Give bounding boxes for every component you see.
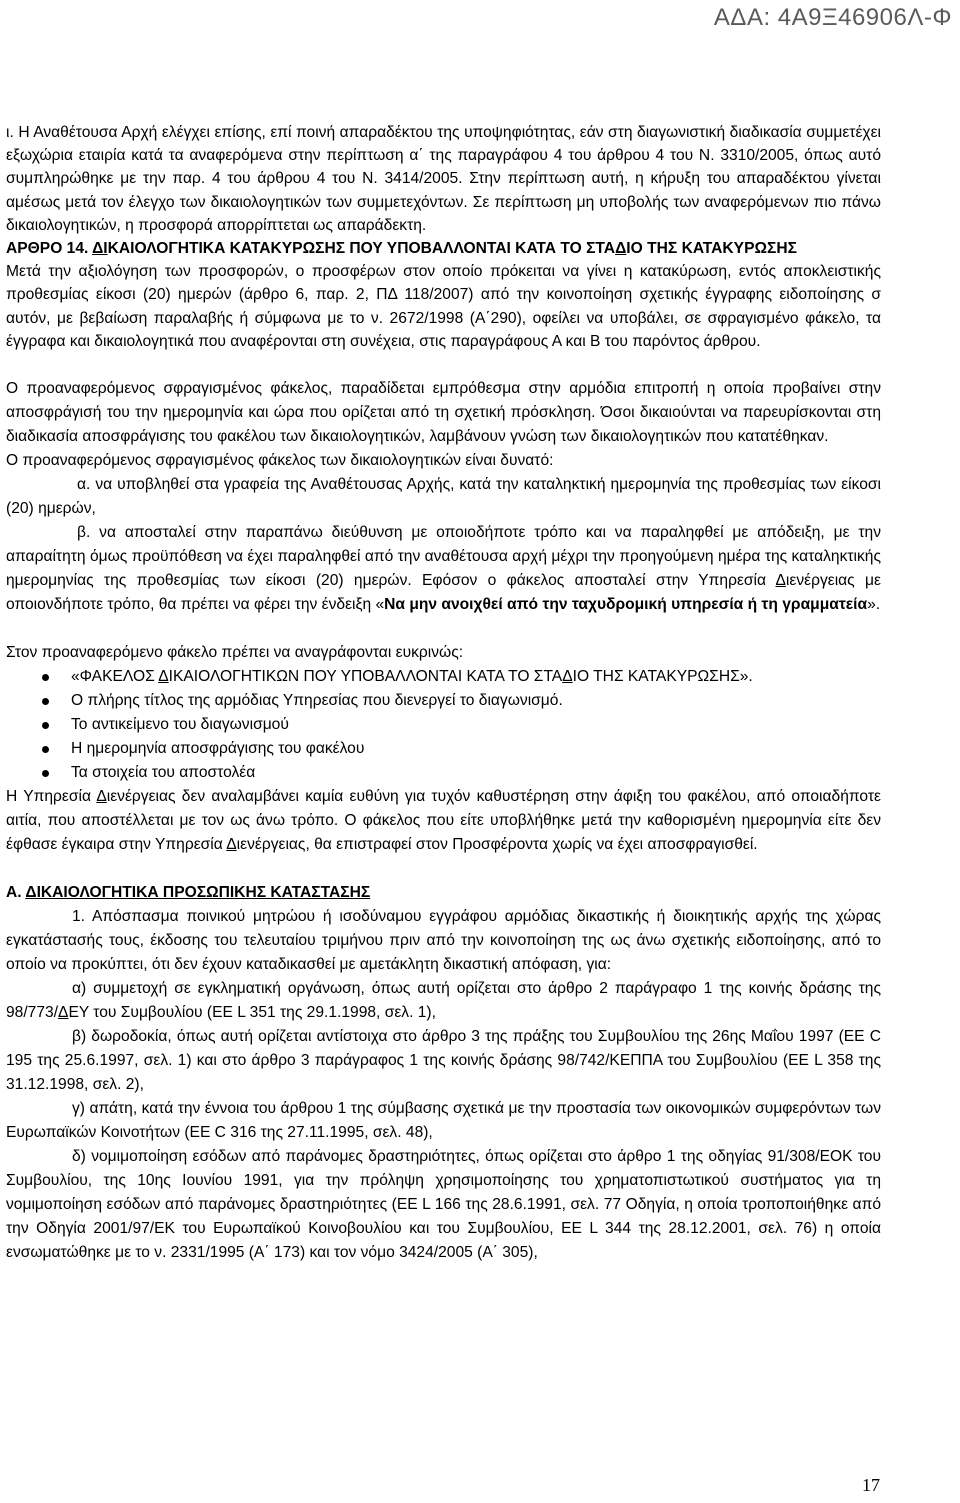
paragraph-criminal-record: 1. Απόσπασμα ποινικού μητρώου ή ισοδύναμου εγγράφου αρμόδιας δικαστικής ή διοικητικής αρχής της χώρας εγκατάστασής τους, έκδοσης του τελευταίου τριμήνου πριν από την κοινοποίηση της ως άνω σχετικής ειδοποίησης, από το οποίο να προκύπτει, ότι δεν έχουν καταδικασθεί με αμετάκλητη δικαστική απόφαση, για:: [6, 908, 881, 974]
list-item: [6, 665, 881, 689]
list-item: Η ημερομηνία αποσφράγισης του φακέλου: [6, 737, 881, 761]
article-14-title-part3: Δ: [615, 240, 627, 258]
envelope-label-list: [6, 665, 881, 785]
item-a-criminal-org: [6, 977, 881, 1025]
item-a-letter: Δ: [58, 1004, 69, 1022]
spacer: [6, 857, 881, 881]
article-14-title-part2: ΚΑΙΟΛΟΓΗΤΙΚΑ ΚΑΤΑΚΥΡΩΣΗΣ ΠΟΥ ΥΠΟΒΑΛΛΟΝΤΑΙ ΚΑΤΑ ΤΟ ΣΤΑ: [107, 240, 616, 258]
label-envelope-end: ΙΟ ΤΗΣ ΚΑΤΑΚΥΡΩΣΗΣ».: [572, 668, 753, 686]
article-14-number: ΑΡΘΡΟ 14.: [6, 240, 93, 258]
article-14-title-part1: ΔΙ: [92, 240, 108, 258]
spacer: [6, 617, 881, 641]
option-b-text-cont: ιενέργειας με οποιονδήποτε τρόπο, θα πρέπει να φέρει την ένδειξη «: [6, 572, 881, 614]
page-number: 17: [862, 1475, 880, 1495]
section-a-title-first: Δ: [25, 884, 37, 902]
label-envelope-letter2: Δ: [562, 668, 573, 686]
list-item: Τα στοιχεία του αποστολέα: [6, 761, 881, 785]
document-body: [6, 121, 881, 1265]
section-a-title-rest: ΙΚΑΙΟΛΟΓΗΤΙΚΑ ΠΡΟΣΩΠΙΚΗΣ ΚΑΤΑΣΤΑΣΗΣ: [36, 884, 371, 902]
paragraph-liability: [6, 785, 881, 857]
item-a-text-cont: ΕΥ του Συμβουλίου (ΕΕ L 351 της 29.1.1998, σελ. 1),: [68, 1004, 436, 1022]
item-c-fraud: γ) απάτη, κατά την έννοια του άρθρου 1 της σύμβασης σχετικά με την προστασία των οικονομικών συμφερόντων των Ευρωπαϊκών Κοινοτήτων (ΕΕ C 316 της 27.11.1995, σελ. 48),: [6, 1100, 881, 1142]
liability-mid: ιενέργειας δεν αναλαμβάνει καμία ευθύνη για τυχόν καθυστέρηση στην άφιξη του φακέλου, από οποιαδήποτε αιτία, που αποστέλλεται με τον ως άνω τρόπο. Ο φάκελος που είτε υποβλήθηκε μετά την καθορισμένη ημερομηνία είτε δεν έφθασε έγκαιρα στην Υπηρεσία: [6, 788, 881, 854]
list-item: Το αντικείμενο του διαγωνισμού: [6, 713, 881, 737]
paragraph-award-submission: Μετά την αξιολόγηση των προσφορών, ο προσφέρων στον οποίο πρόκειται να γίνει η κατακύρωση, εντός αποκλειστικής προθεσμίας είκοσι (20) ημερών (άρθρο 6, παρ. 2, ΠΔ 118/2007) από την κοινοποίηση σχετικής έγγραφης ειδοποίησης σ αυτόν, με βεβαίωση παραλαβής ή σύμφωνα με το ν. 2672/1998 (Α΄290), οφείλει να υποβάλει, σε σφραγισμένο φάκελο, τα έγγραφα και δικαιολογητικά που αναφέρονται στη συνέχεια, στις παραγράφους Α και Β του παρόντος άρθρου.: [6, 263, 881, 350]
section-a-letter: Α.: [6, 884, 26, 902]
paragraph-offshore-check: ι. Η Αναθέτουσα Αρχή ελέγχει επίσης, επί ποινή απαραδέκτου της υποψηφιότητας, εάν στη διαγωνιστική διαδικασία συμμετέχει εξωχώρια εταιρία κατά τα αναφερόμενα στην περίπτωση α΄ της παραγράφου 4 του άρθρου 4 του Ν. 3310/2005, όπως αυτό συμπληρώθηκε με την παρ. 4 του άρθρου 4 του Ν. 3414/2005. Στην περίπτωση αυτή, η κήρυξη του απαραδέκτου γίνεται αμέσως μετά τον έλεγχο των δικαιολογητικών των συμμετεχόντων. Σε περίπτωση μη υποβολής των αναφερόμενων πιο πάνω δικαιολογητικών, η προσφορά απορρίπτεται ως απαράδεκτη.: [6, 124, 881, 234]
label-envelope-letter: Δ: [158, 668, 169, 686]
paragraph-envelope-labels: Στον προαναφερόμενο φάκελο πρέπει να αναγράφονται ευκρινώς:: [6, 644, 464, 662]
option-a: α. να υποβληθεί στα γραφεία της Αναθέτουσας Αρχής, κατά την καταληκτική ημερομηνία της προθεσμίας των είκοσι (20) ημερών,: [6, 476, 881, 518]
ada-code: ΑΔΑ: 4Α9Ξ46906Λ-Φ: [713, 4, 952, 31]
option-b-warning: Να μην ανοιχθεί από την ταχυδρομική υπηρεσία ή τη γραμματεία: [384, 596, 868, 614]
spacer: [6, 353, 881, 377]
item-d-money-laundering: δ) νομιμοποίηση εσόδων από παράνομες δραστηριότητες, όπως ορίζεται στο άρθρο 1 της οδηγίας 91/308/ΕΟΚ του Συμβουλίου, της 10ης Ιουνίου 1991, για την πρόληψη χρησιμοποίησης του χρηματοπιστωτικού συστήματος για τη νομιμοποίηση εσόδων από παράνομες δραστηριότητες (ΕΕ L 166 της 28.6.1991, σελ. 77 Οδηγία, η οποία τροποποιήθηκε από την Οδηγία 2001/97/ΕΚ του Ευρωπαϊκού Κοινοβουλίου και του Συμβουλίου, ΕΕ L 344 της 28.12.2001, σελ. 76) η οποία ενσωματώθηκε με το ν. 2331/1995 (Α΄ 173) και τον νόμο 3424/2005 (Α΄ 305),: [6, 1148, 881, 1262]
item-b-bribery: β) δωροδοκία, όπως αυτή ορίζεται αντίστοιχα στο άρθρο 3 της πράξης του Συμβουλίου της 26ης Μαΐου 1997 (ΕΕ C 195 της 25.6.1997, σελ. 1) και στο άρθρο 3 παράγραφος 1 της κοινής δράσης 98/742/ΚΕΠΠΑ του Συμβουλίου (ΕΕ L 358 της 31.12.1998, σελ. 2),: [6, 1028, 881, 1094]
option-b-letter: Δ: [775, 572, 786, 590]
liability-letter: Δ: [96, 788, 107, 806]
article-14-heading: [6, 237, 881, 260]
section-a-heading: [6, 881, 881, 905]
liability-letter2: Δ: [226, 836, 237, 854]
section-exclusion: [6, 121, 881, 353]
paragraph-envelope-delivery: Ο προαναφερόμενος σφραγισμένος φάκελος, παραδίδεται εμπρόθεσμα στην αρμόδια επιτροπή η οποία προβαίνει στην αποσφράγισή του την ημερομηνία και ώρα που ορίζεται από τη σχετική πρόσκληση. Όσοι δικαιούνται να παρευρίσκονται στη διαδικασία αποσφράγισης του φακέλου των δικαιολογητικών, λαμβάνουν γνώση των δικαιολογητικών που κατατέθηκαν.: [6, 380, 881, 446]
article-14-title-part4: ΙΟ ΤΗΣ ΚΑΤΑΚΥΡΩΣΗΣ: [626, 240, 797, 258]
item-a-text: α) συμμετοχή σε εγκληματική οργάνωση, όπως αυτή ορίζεται στο άρθρο 2 παράγραφο 1 της κοινής δράσης της 98/773/: [6, 980, 881, 1022]
liability-end: ιενέργειας, θα επιστραφεί στον Προσφέροντα χωρίς να έχει αποσφραγισθεί.: [236, 836, 758, 854]
paragraph-envelope-options: Ο προαναφερόμενος σφραγισμένος φάκελος των δικαιολογητικών είναι δυνατό:: [6, 452, 554, 470]
label-envelope-pre: «ΦΑΚΕΛΟΣ: [71, 668, 159, 686]
option-b-text: β. να αποσταλεί στην παραπάνω διεύθυνση με οποιοδήποτε τρόπο και να παραληφθεί με απόδειξη, με την απαραίτητη όμως προϋπόθεση να έχει παραληφθεί από την αναθέτουσα αρχή μέχρι την προηγούμενη ημέρα της καταληκτικής ημερομηνίας της προθεσμίας των είκοσι (20) ημερών. Εφόσον ο φάκελος αποσταλεί στην Υπηρεσία: [6, 524, 881, 590]
option-b-end: ».: [867, 596, 881, 614]
list-item: Ο πλήρης τίτλος της αρμόδιας Υπηρεσίας που διενεργεί το διαγωνισμό.: [6, 689, 881, 713]
liability-pre: Η Υπηρεσία: [6, 788, 97, 806]
option-b: [6, 521, 881, 617]
label-envelope-mid: ΙΚΑΙΟΛΟΓΗΤΙΚΩΝ ΠΟΥ ΥΠΟΒΑΛΛΟΝΤΑΙ ΚΑΤΑ ΤΟ ΣΤΑ: [168, 668, 563, 686]
